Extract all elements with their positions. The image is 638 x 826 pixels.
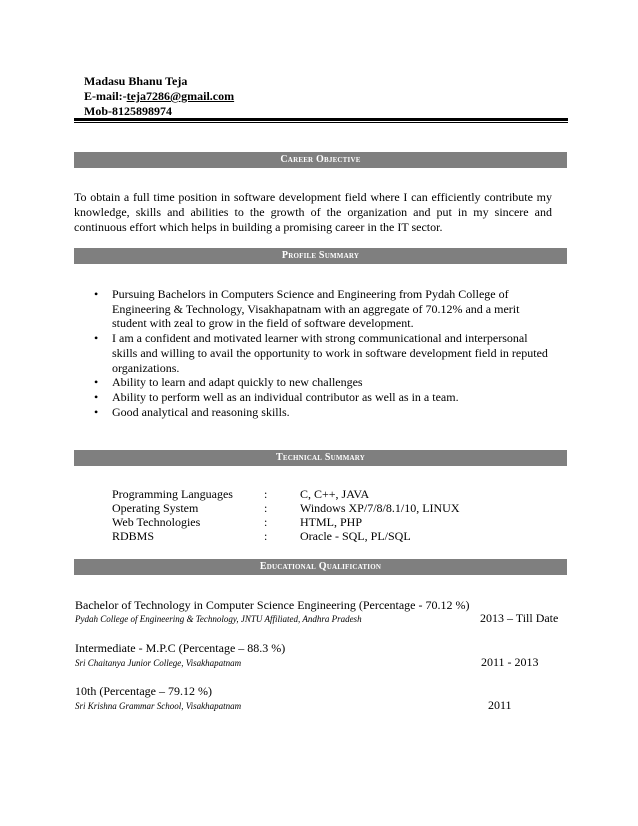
bullet-icon: • [94, 375, 99, 390]
education-institution: Pydah College of Engineering & Technology, JNTU Affiliated, Andhra Pradesh [75, 614, 362, 624]
tech-value: Windows XP/7/8/8.1/10, LINUX [300, 501, 460, 515]
profile-summary-list [94, 287, 554, 419]
tech-separator: : [264, 501, 268, 515]
tech-separator: : [264, 529, 268, 543]
tech-label: Operating System [112, 501, 199, 515]
tech-label: Programming Languages [112, 487, 233, 501]
education-degree: 10th (Percentage – 79.12 %) [75, 684, 212, 698]
tech-value: Oracle - SQL, PL/SQL [300, 529, 411, 543]
email-line [84, 89, 234, 104]
tech-separator: : [264, 487, 268, 501]
list-item: • Ability to perform well as an individual contributor as well as in a team. [94, 389, 459, 404]
list-item: • Ability to learn and adapt quickly to new challenges [94, 375, 363, 390]
tech-value: C, C++, JAVA [300, 487, 370, 501]
education-degree: Intermediate - M.P.C (Percentage – 88.3 %) [75, 641, 286, 655]
section-header-profile-summary: Profile Summary [74, 248, 567, 264]
career-objective-text: To obtain a full time position in software development field where I can efficiently contribute my knowledge, skills and abilities to the growth of the organization and put in my sincere and continuous effort which helps in building a promising career in the IT sector. [74, 190, 552, 234]
education-institution: Sri Chaitanya Junior College, Visakhapatnam [75, 658, 242, 668]
mobile-number: Mob-8125898974 [84, 104, 172, 118]
bullet-icon: • [94, 404, 99, 419]
tech-value: HTML, PHP [300, 515, 363, 529]
header-divider [74, 118, 568, 121]
education-degree: Bachelor of Technology in Computer Science Engineering (Percentage - 70.12 %) [75, 598, 470, 612]
education-date: 2013 – Till Date [480, 611, 559, 625]
education-date: 2011 [488, 698, 512, 712]
tech-label: RDBMS [112, 529, 155, 543]
section-header-technical-summary: Technical Summary [74, 450, 567, 466]
bullet-icon: • [94, 287, 99, 301]
education-institution: Sri Krishna Grammar School, Visakhapatnam [75, 701, 242, 711]
list-item: • I am a confident and motivated learner with strong communicational and interpersonal skills and willing to avail the opportunity to work in software development field in reputed organizations. [94, 331, 548, 375]
candidate-name: Madasu Bhanu Teja [84, 74, 188, 88]
tech-separator: : [264, 515, 268, 529]
email-link[interactable]: teja7286@gmail.com [126, 89, 235, 103]
education-date: 2011 - 2013 [481, 655, 539, 669]
list-item: • Good analytical and reasoning skills. [94, 404, 290, 419]
bullet-icon: • [94, 389, 99, 404]
bullet-icon: • [94, 331, 99, 346]
section-header-educational-qualification: Educational Qualification [74, 559, 567, 575]
section-header-career-objective: Career Objective [74, 152, 567, 168]
email-label: E-mail:- [84, 89, 127, 103]
tech-label: Web Technologies [112, 515, 201, 529]
list-item: • Pursuing Bachelors in Computers Science and Engineering from Pydah College of Engineering & Technology, Visakhapatnam with an aggregate of 70.12% and a merit student with zeal to grow in the field of software development. [94, 287, 520, 331]
header-divider-thin [74, 122, 568, 123]
